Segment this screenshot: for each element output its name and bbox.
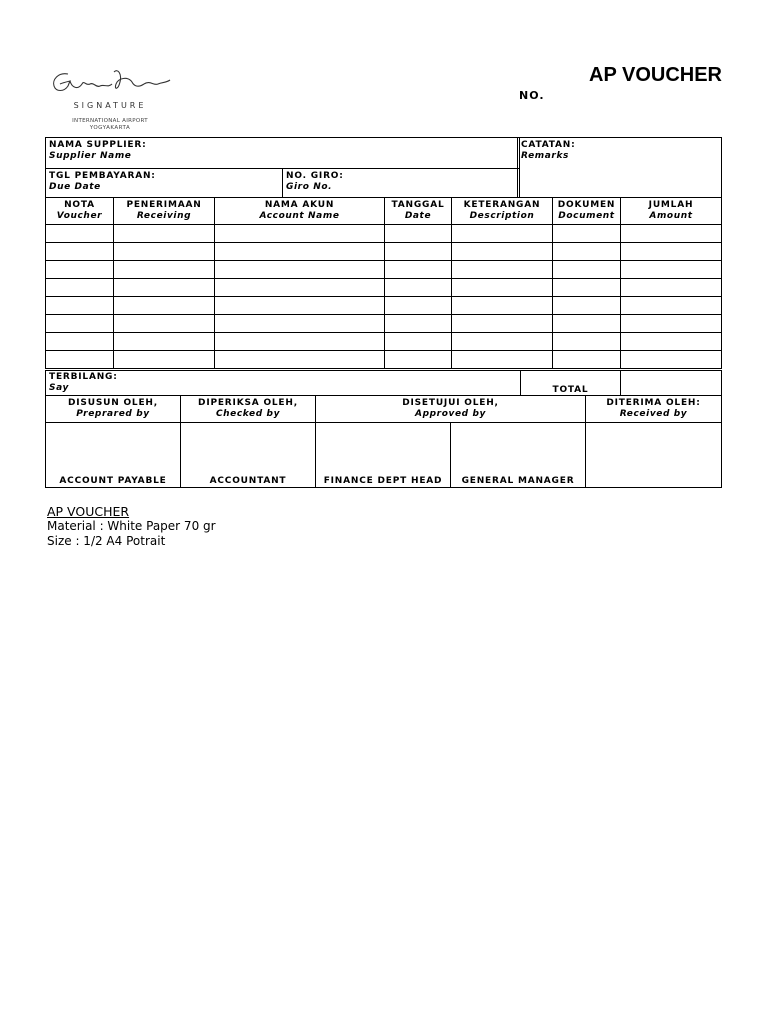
spec-title: AP VOUCHER [47, 504, 130, 519]
line-item-cell-document[interactable] [552, 224, 621, 243]
signature-sublabel: Preprared by [76, 409, 150, 419]
line-item-cell-description[interactable] [451, 296, 553, 315]
column-label: JUMLAH [648, 200, 694, 210]
column-label: PENERIMAAN [126, 200, 202, 210]
line-item-cell-date[interactable] [384, 278, 452, 297]
column-label: KETERANGAN [463, 200, 541, 210]
say-label: TERBILANG: [49, 372, 118, 382]
line-item-cell-receiving[interactable] [113, 242, 215, 261]
line-item-cell-document[interactable] [552, 296, 621, 315]
line-item-cell-voucher[interactable] [45, 314, 114, 333]
line-item-cell-voucher[interactable] [45, 242, 114, 261]
column-sublabel: Receiving [136, 211, 192, 221]
line-item-cell-voucher[interactable] [45, 260, 114, 279]
column-label: DOKUMEN [557, 200, 616, 210]
giro-label: NO. GIRO: [286, 171, 344, 181]
line-item-cell-document[interactable] [552, 278, 621, 297]
line-item-cell-receiving[interactable] [113, 296, 215, 315]
column-sublabel: Voucher [56, 211, 103, 221]
line-item-cell-description[interactable] [451, 278, 553, 297]
supplier-sublabel: Supplier Name [49, 151, 132, 161]
line-item-cell-receiving[interactable] [113, 314, 215, 333]
supplier-label: NAMA SUPPLIER: [49, 140, 147, 150]
signature-box-finance-dept-head[interactable] [315, 422, 451, 488]
line-item-cell-description[interactable] [451, 224, 553, 243]
line-item-cell-date[interactable] [384, 332, 452, 351]
signature-role: GENERAL MANAGER [461, 476, 575, 486]
signature-sublabel: Checked by [215, 409, 281, 419]
line-item-cell-date[interactable] [384, 314, 452, 333]
line-item-cell-amount[interactable] [620, 224, 722, 243]
signature-role: FINANCE DEPT HEAD [323, 476, 443, 486]
column-sublabel: Description [469, 211, 535, 221]
column-sublabel: Date [404, 211, 432, 221]
line-item-cell-description[interactable] [451, 350, 553, 369]
logo-signature-line: SIGNATURE [73, 101, 147, 110]
signature-box-general-manager[interactable] [450, 422, 586, 488]
line-item-cell-amount[interactable] [620, 350, 722, 369]
line-item-cell-amount[interactable] [620, 314, 722, 333]
logo-line-1: INTERNATIONAL AIRPORT [72, 118, 148, 124]
line-item-cell-date[interactable] [384, 350, 452, 369]
column-header-description [451, 197, 553, 225]
spec-size: Size : 1/2 A4 Potrait [47, 534, 166, 548]
total-label-cell [520, 370, 621, 396]
column-sublabel: Amount [649, 211, 693, 221]
line-item-cell-document[interactable] [552, 350, 621, 369]
payment-date-sublabel: Due Date [49, 182, 101, 192]
remarks-field[interactable] [517, 137, 722, 198]
column-header-receiving [113, 197, 215, 225]
line-item-cell-amount[interactable] [620, 296, 722, 315]
column-sublabel: Account Name [259, 211, 340, 221]
line-item-cell-voucher[interactable] [45, 350, 114, 369]
prepared-by-header [45, 395, 181, 423]
logo-line-2: YOGYAKARTA [89, 125, 131, 131]
giro-field[interactable] [282, 168, 520, 198]
checked-by-header [180, 395, 316, 423]
line-item-cell-description[interactable] [451, 332, 553, 351]
line-item-cell-voucher[interactable] [45, 278, 114, 297]
line-item-cell-amount[interactable] [620, 332, 722, 351]
signature-sublabel: Received by [619, 409, 688, 419]
remarks-sublabel: Remarks [521, 151, 570, 161]
column-label: TANGGAL [391, 200, 445, 210]
line-item-cell-receiving[interactable] [113, 332, 215, 351]
supplier-field[interactable] [45, 137, 520, 169]
hotel-logo [48, 66, 172, 132]
column-header-document [552, 197, 621, 225]
line-item-cell-amount[interactable] [620, 242, 722, 261]
line-item-cell-description[interactable] [451, 314, 553, 333]
signature-label: DISUSUN OLEH, [68, 398, 158, 408]
say-sublabel: Say [49, 383, 69, 393]
column-sublabel: Document [558, 211, 615, 221]
line-item-cell-document[interactable] [552, 314, 621, 333]
voucher-form [45, 137, 722, 488]
signature-sublabel: Approved by [415, 409, 486, 419]
line-item-cell-account-name[interactable] [214, 224, 385, 243]
total-label: TOTAL [552, 385, 589, 395]
line-item-cell-receiving[interactable] [113, 350, 215, 369]
column-label: NOTA [64, 200, 95, 210]
line-item-cell-amount[interactable] [620, 278, 722, 297]
line-item-cell-account-name[interactable] [214, 278, 385, 297]
line-item-cell-voucher[interactable] [45, 332, 114, 351]
print-specification [47, 504, 216, 549]
payment-date-label: TGL PEMBAYARAN: [49, 171, 156, 181]
line-item-cell-description[interactable] [451, 260, 553, 279]
column-header-date [384, 197, 452, 225]
line-item-cell-amount[interactable] [620, 260, 722, 279]
column-label: NAMA AKUN [264, 200, 335, 210]
line-item-cell-document[interactable] [552, 260, 621, 279]
line-item-cell-account-name[interactable] [214, 296, 385, 315]
signature-box-accountant[interactable] [180, 422, 316, 488]
column-header-account-name [214, 197, 385, 225]
approved-by-header [315, 395, 586, 423]
line-item-cell-account-name[interactable] [214, 314, 385, 333]
line-item-cell-document[interactable] [552, 242, 621, 261]
signature-role: ACCOUNTANT [209, 476, 287, 486]
line-item-cell-account-name[interactable] [214, 242, 385, 261]
line-item-cell-document[interactable] [552, 332, 621, 351]
line-item-cell-description[interactable] [451, 242, 553, 261]
giro-sublabel: Giro No. [286, 182, 333, 192]
signature-box-receiver[interactable] [585, 422, 722, 488]
voucher-number-label: NO. [519, 89, 545, 102]
line-item-cell-account-name[interactable] [214, 260, 385, 279]
signature-box-account-payable[interactable] [45, 422, 181, 488]
line-item-cell-receiving[interactable] [113, 224, 215, 243]
line-item-cell-date[interactable] [384, 260, 452, 279]
line-item-cell-voucher[interactable] [45, 296, 114, 315]
signature-label: DIPERIKSA OLEH, [198, 398, 298, 408]
payment-date-field[interactable] [45, 168, 283, 198]
document-title: AP VOUCHER [589, 64, 722, 86]
remarks-label: CATATAN: [521, 140, 576, 150]
column-header-amount [620, 197, 722, 225]
signature-role: ACCOUNT PAYABLE [59, 476, 167, 486]
line-item-cell-receiving[interactable] [113, 278, 215, 297]
line-item-cell-date[interactable] [384, 296, 452, 315]
signature-label: DISETUJUI OLEH, [402, 398, 499, 408]
logo-script-mark [48, 66, 172, 100]
line-item-cell-receiving[interactable] [113, 260, 215, 279]
spec-material: Material : White Paper 70 gr [47, 519, 216, 533]
line-item-cell-voucher[interactable] [45, 224, 114, 243]
say-field[interactable] [45, 370, 521, 396]
line-item-cell-account-name[interactable] [214, 332, 385, 351]
column-header-voucher [45, 197, 114, 225]
line-item-cell-date[interactable] [384, 224, 452, 243]
received-by-header [585, 395, 722, 423]
total-amount-field[interactable] [620, 370, 722, 396]
line-item-cell-date[interactable] [384, 242, 452, 261]
line-item-cell-account-name[interactable] [214, 350, 385, 369]
signature-label: DITERIMA OLEH: [606, 398, 701, 408]
